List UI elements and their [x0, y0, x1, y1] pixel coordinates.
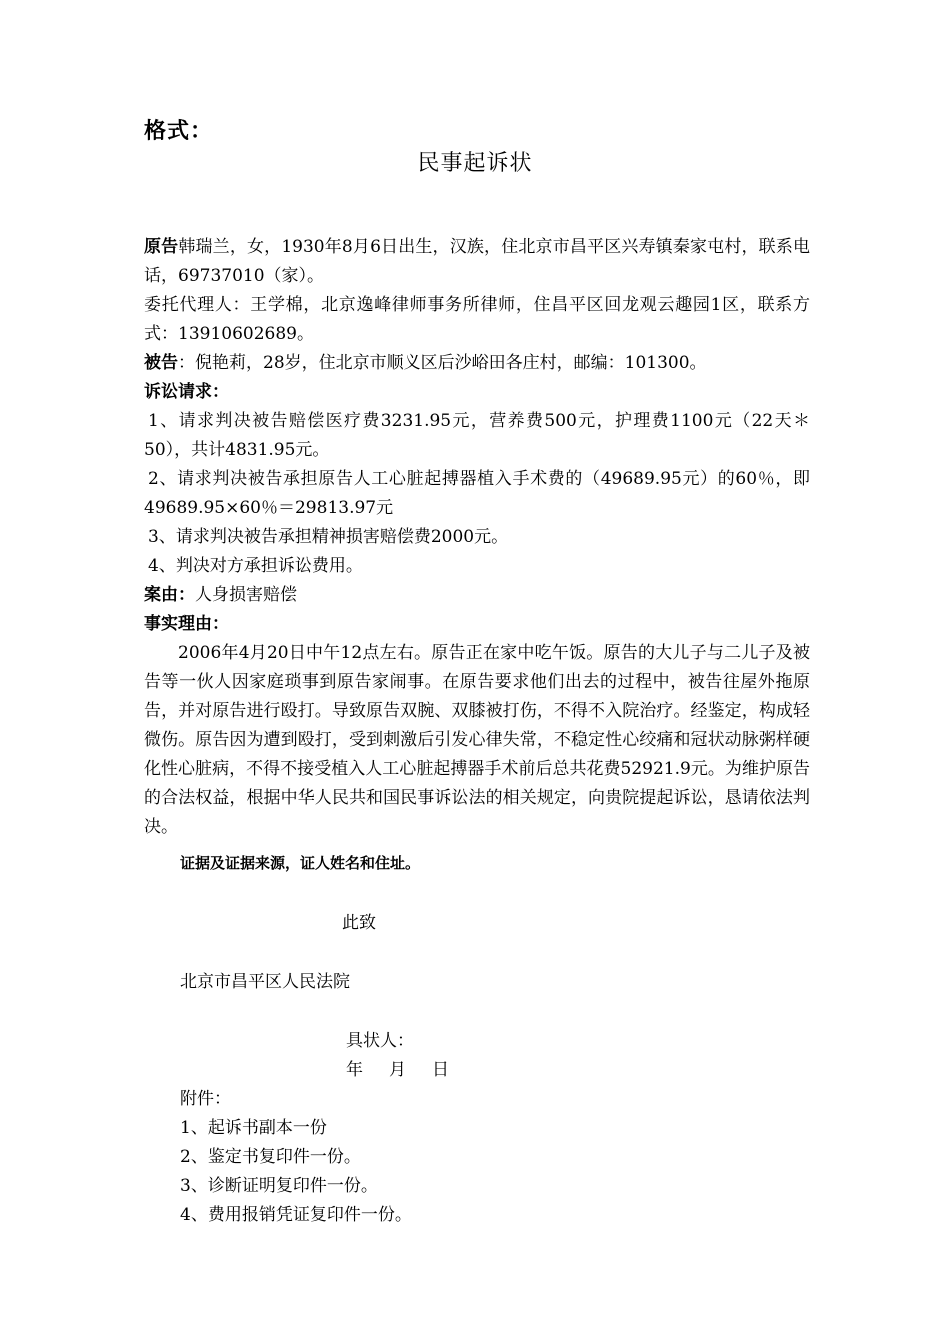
facts-label: 事实理由： [144, 614, 229, 634]
date-month: 月 [389, 1060, 406, 1080]
date-day: 日 [432, 1060, 449, 1080]
attachment-item: 1、起诉书副本一份 [180, 1118, 327, 1138]
court-name: 北京市昌平区人民法院 [180, 972, 350, 992]
plaintiff-label: 原告 [144, 237, 179, 257]
claim-item: 3、请求判决被告承担精神损害赔偿费2000元。 [148, 527, 509, 547]
cause-paragraph [144, 581, 810, 610]
date-line [346, 1055, 449, 1080]
defendant-paragraph [144, 349, 810, 378]
cause-text: 人身损害赔偿 [195, 585, 297, 605]
attachment-item: 4、费用报销凭证复印件一份。 [180, 1205, 412, 1225]
plaintiff-text: 韩瑞兰，女，1930年8月6日出生，汉族，住北京市昌平区兴寿镇秦家屯村，联系电话，69737010（家）。 [144, 237, 811, 286]
evidence-note: 证据及证据来源，证人姓名和住址。 [180, 854, 421, 872]
signer-label: 具状人： [346, 1031, 414, 1051]
attachments-label: 附件： [180, 1089, 231, 1109]
claims-label: 诉讼请求： [144, 382, 229, 402]
attachment-item: 3、诊断证明复印件一份。 [180, 1176, 378, 1196]
salutation: 此致 [342, 913, 376, 933]
defendant-text: ：倪艳莉，28岁，住北京市顺义区后沙峪田各庄村，邮编：101300。 [178, 353, 707, 373]
claim-item: 4、判决对方承担诉讼费用。 [148, 556, 363, 576]
agent-paragraph: 委托代理人：王学棉，北京逸峰律师事务所律师，住昌平区回龙观云趣园1区，联系方式：13910602689。 [144, 295, 810, 344]
claim-item: 1、请求判决被告赔偿医疗费3231.95元，营养费500元，护理费1100元（22天＊50），共计4831.95元。 [144, 411, 810, 460]
document-title: 民事起诉状 [417, 151, 533, 176]
defendant-label: 被告 [144, 353, 178, 373]
cause-label: 案由： [144, 585, 195, 605]
format-label: 格式： [144, 119, 214, 144]
facts-text: 2006年4月20日中午12点左右。原告正在家中吃午饭。原告的大儿子与二儿子及被告等一伙人因家庭琐事到原告家闹事。在原告要求他们出去的过程中，被告往屋外拖原告，并对原告进行殴打。导致原告双腕、双膝被打伤，不得不入院治疗。经鉴定，构成轻微伤。原告因为遭到殴打，受到刺激后引发心律失常，不稳定性心绞痛和冠状动脉粥样硬化性心脏病，不得不接受植入人工心脏起搏器手术前后总共花费52921.9元。为维护原告的合法权益，根据中华人民共和国民事诉讼法的相关规定，向贵院提起诉讼，恳请依法判决。 [144, 643, 810, 837]
claim-item: 2、请求判决被告承担原告人工心脏起搏器植入手术费的（49689.95元）的60％，即49689.95×60％＝29813.97元 [144, 469, 810, 518]
date-year: 年 [346, 1060, 363, 1080]
complaint-body [144, 233, 810, 842]
plaintiff-paragraph [144, 233, 810, 291]
attachment-item: 2、鉴定书复印件一份。 [180, 1147, 361, 1167]
